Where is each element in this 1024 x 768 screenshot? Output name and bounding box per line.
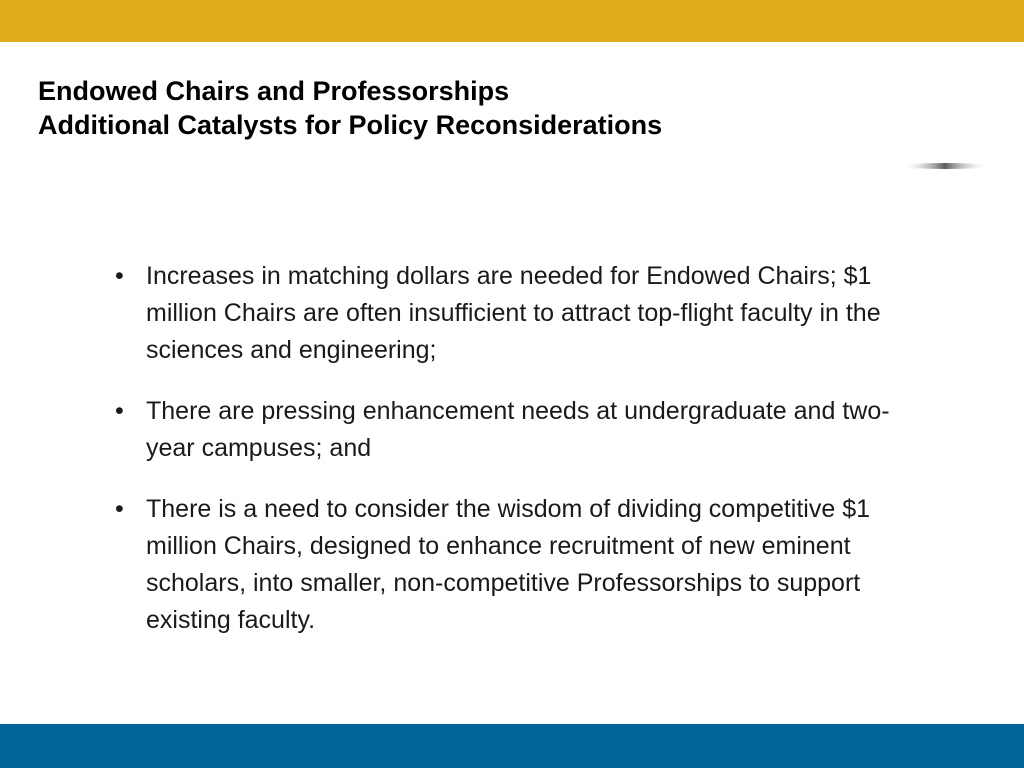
logo-swoosh-icon [895, 80, 995, 180]
bullet-text: Increases in matching dollars are needed for Endowed Chairs; $1 million Chairs are often insufficient to attract top-flight faculty in the sciences and engineering; [146, 262, 881, 364]
bullet-list [110, 258, 910, 663]
bullet-text: There is a need to consider the wisdom of dividing competitive $1 million Chairs, designed to enhance recruitment of new eminent scholars, into smaller, non-competitive Professorships to support existing faculty. [146, 495, 870, 634]
slide-title [38, 74, 662, 142]
bullet-marker: • [115, 495, 124, 523]
bullet-text: There are pressing enhancement needs at undergraduate and two-year campuses; and [146, 397, 890, 462]
footer-bar [0, 724, 1024, 768]
title-line-1: Endowed Chairs and Professorships [38, 76, 510, 106]
bullet-item [110, 258, 910, 369]
bullet-marker: • [115, 397, 124, 425]
bullet-item [110, 393, 910, 467]
bullet-item [110, 491, 910, 639]
header-bar [0, 0, 1024, 42]
title-line-2: Additional Catalysts for Policy Reconsiderations [38, 110, 663, 140]
bullet-marker: • [115, 262, 124, 290]
